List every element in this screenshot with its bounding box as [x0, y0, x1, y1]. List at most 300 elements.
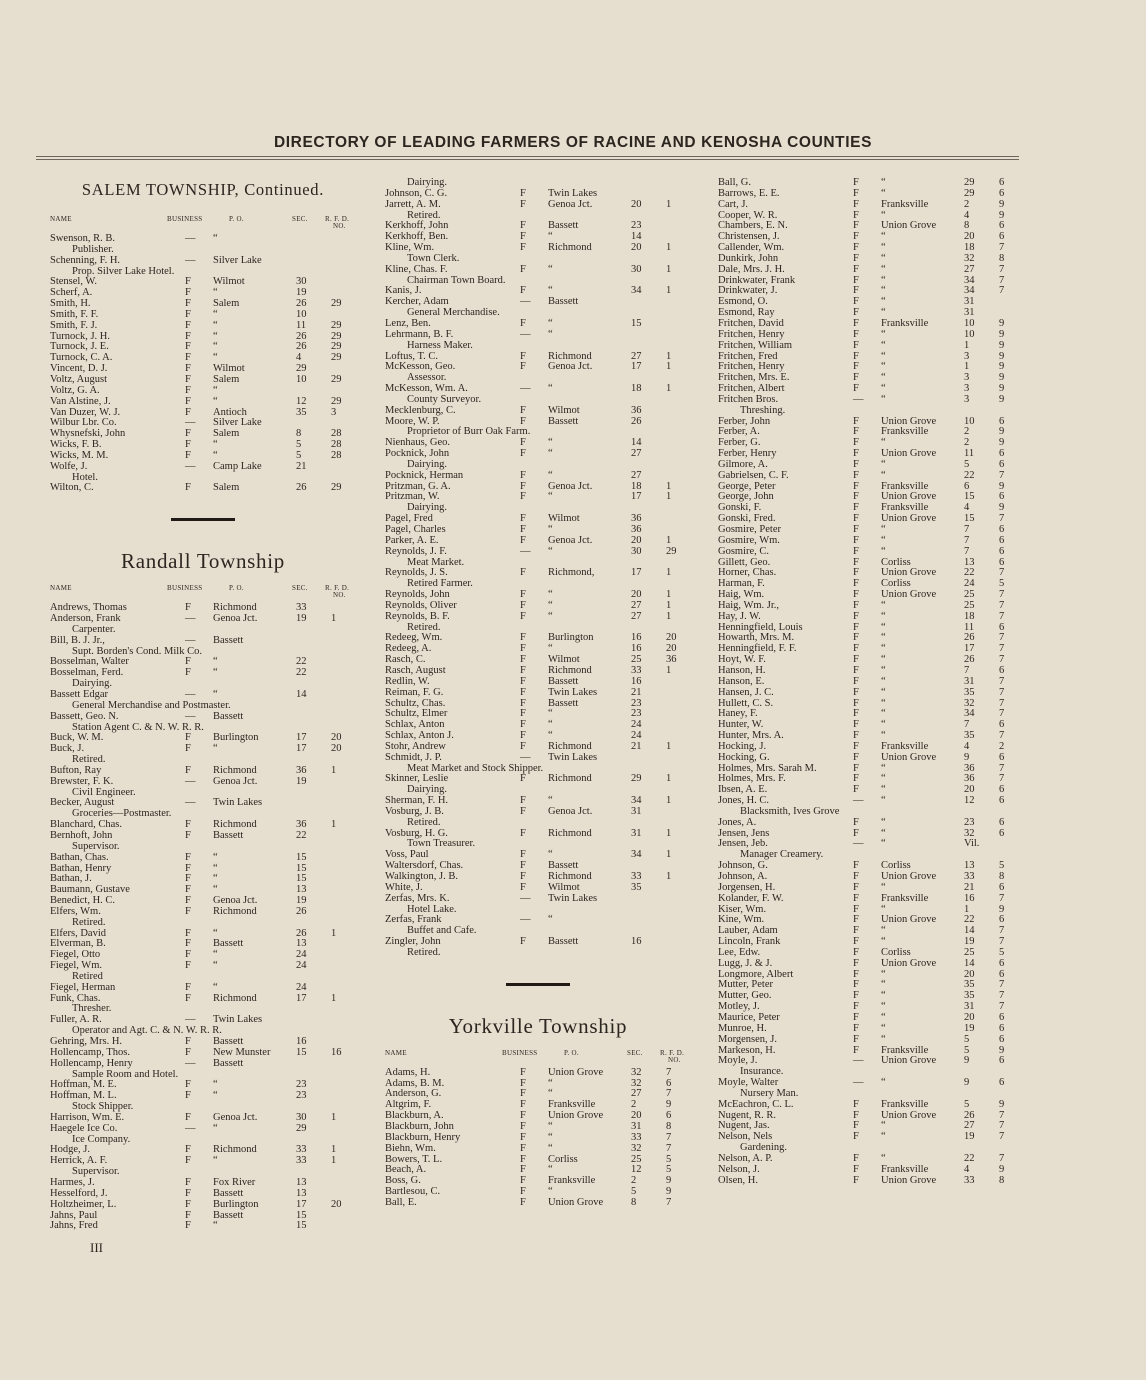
- business-cell: F: [520, 1175, 526, 1187]
- business-cell: F: [520, 1077, 526, 1089]
- sec-cell: 33: [631, 664, 642, 676]
- name-cell: Zerfas, Frank: [385, 914, 442, 926]
- name-cell: Hollencamp, Thos.: [50, 1046, 131, 1058]
- name-cell: Schenning, F. H.: [50, 254, 121, 266]
- business-cell: —: [185, 254, 196, 266]
- rfd-cell: 7: [999, 925, 1005, 937]
- name-cell: Adams, B. M.: [385, 1077, 445, 1089]
- sec-cell: 14: [964, 925, 975, 937]
- business-cell: F: [185, 905, 191, 917]
- rfd-cell: 7: [999, 979, 1005, 991]
- po-cell: Richmond: [548, 740, 592, 752]
- business-cell: F: [520, 860, 526, 872]
- po-cell: “: [881, 252, 886, 264]
- rfd-cell: 7: [999, 1131, 1005, 1143]
- business-cell: F: [853, 198, 859, 210]
- business-cell: F: [853, 469, 859, 481]
- business-cell: F: [853, 252, 859, 264]
- rfd-cell: 6: [999, 719, 1005, 731]
- sec-cell: 29: [964, 177, 975, 188]
- business-cell: F: [185, 449, 191, 461]
- po-cell: Salem: [213, 373, 240, 385]
- sec-cell: 15: [296, 1046, 307, 1058]
- po-cell: Bassett: [213, 634, 244, 646]
- rfd-cell: 6: [999, 795, 1005, 807]
- table-row: [385, 644, 691, 655]
- rfd-cell: 29: [331, 319, 342, 331]
- business-cell: F: [520, 697, 526, 709]
- name-cell: Mutter, Geo.: [718, 990, 772, 1002]
- name-cell: Zingler, John: [385, 936, 441, 948]
- rfd-cell: 5: [999, 578, 1005, 590]
- po-cell: Corliss: [881, 578, 911, 590]
- name-cell: Anderson, Frank: [50, 613, 121, 625]
- po-cell: “: [548, 589, 553, 601]
- po-cell: Union Grove: [881, 1055, 937, 1067]
- business-cell: F: [853, 285, 859, 297]
- name-cell: Bassett Edgar: [50, 689, 109, 700]
- sec-cell: 36: [296, 819, 307, 831]
- name-cell: Kolander, F. W.: [718, 892, 784, 904]
- table-row: [385, 341, 691, 352]
- name-cell: Harness Maker.: [407, 339, 473, 351]
- rfd-cell: 1: [331, 992, 337, 1004]
- po-cell: Bassett: [548, 296, 579, 308]
- name-cell: Wilbur Lbr. Co.: [50, 417, 117, 429]
- business-cell: —: [185, 1014, 196, 1026]
- table-row: [718, 688, 1024, 699]
- po-cell: “: [213, 384, 218, 396]
- sec-cell: 32: [631, 1142, 642, 1154]
- sec-cell: 33: [296, 602, 307, 614]
- po-cell: Union Grove: [881, 957, 937, 969]
- business-cell: F: [853, 534, 859, 546]
- table-row: [385, 1155, 691, 1166]
- name-cell: Swenson, R. B.: [50, 233, 116, 244]
- business-cell: F: [520, 491, 526, 503]
- business-cell: F: [853, 209, 859, 221]
- sec-cell: 13: [296, 884, 307, 896]
- name-cell: Retired.: [72, 754, 106, 766]
- table-row: [718, 1165, 1024, 1176]
- rfd-cell: 1: [666, 849, 672, 861]
- po-cell: “: [881, 1077, 886, 1089]
- sec-cell: 20: [631, 242, 642, 254]
- column-header-rfd: R. F. D.: [325, 215, 350, 223]
- sec-cell: 22: [296, 656, 307, 668]
- sec-cell: 20: [964, 1011, 975, 1023]
- sec-cell: 5: [296, 439, 302, 451]
- business-cell: —: [185, 613, 196, 625]
- name-cell: Voss, Paul: [385, 849, 429, 861]
- business-cell: F: [853, 589, 859, 601]
- name-cell: Biehn, Wm.: [385, 1142, 436, 1154]
- business-cell: —: [185, 460, 196, 472]
- sec-cell: 16: [296, 1036, 307, 1047]
- column-header-business: BUSINESS: [167, 584, 203, 593]
- po-cell: Union Grove: [881, 1109, 937, 1121]
- rfd-cell: 20: [666, 643, 677, 655]
- name-cell: Fritchen Bros.: [718, 393, 779, 405]
- sec-cell: 13: [964, 860, 975, 872]
- po-cell: “: [881, 209, 886, 221]
- business-cell: —: [520, 892, 531, 904]
- rfd-cell: 29: [331, 352, 342, 364]
- name-cell: Reynolds, John: [385, 589, 450, 601]
- sec-cell: 19: [296, 895, 307, 907]
- business-cell: F: [185, 1155, 191, 1167]
- name-cell: Bosselman, Walter: [50, 656, 129, 668]
- table-row: [385, 666, 691, 677]
- po-cell: Genoa Jct.: [213, 775, 258, 787]
- column-header-sec: SEC.: [292, 584, 308, 593]
- name-cell: Chambers, E. N.: [718, 220, 788, 232]
- po-cell: Union Grove: [548, 1066, 604, 1078]
- name-cell: Reynolds, Oliver: [385, 599, 457, 611]
- po-cell: Wilmot: [213, 276, 245, 288]
- business-cell: F: [520, 675, 526, 687]
- po-cell: “: [881, 654, 886, 666]
- name-cell: Dairying.: [407, 502, 447, 514]
- rfd-cell: 7: [999, 567, 1005, 579]
- sec-cell: 12: [631, 1164, 642, 1176]
- rfd-cell: 7: [999, 675, 1005, 687]
- sec-cell: 22: [964, 469, 975, 481]
- rfd-cell: 6: [999, 448, 1005, 460]
- rfd-cell: 6: [999, 524, 1005, 535]
- business-cell: F: [853, 177, 859, 188]
- name-cell: Moyle, J.: [718, 1055, 758, 1067]
- name-cell: Harrison, Wm. E.: [50, 1111, 125, 1123]
- name-cell: Pocknick, Herman: [385, 469, 464, 481]
- section-title: SALEM TOWNSHIP, Continued.: [81, 180, 325, 199]
- name-cell: Assessor.: [407, 372, 447, 384]
- name-cell: Altgrim, F.: [385, 1099, 432, 1111]
- rfd-cell: 1: [666, 263, 672, 275]
- name-cell: Supervisor.: [72, 840, 120, 852]
- sec-cell: 31: [631, 827, 642, 839]
- rfd-cell: 7: [999, 936, 1005, 948]
- po-cell: “: [548, 795, 553, 807]
- business-cell: F: [520, 1153, 526, 1165]
- table-row: [718, 471, 1024, 482]
- sec-cell: 35: [964, 979, 975, 991]
- name-cell: Scherf, A.: [50, 287, 93, 299]
- po-cell: Silver Lake: [213, 254, 262, 266]
- name-cell: Kanis, J.: [385, 285, 422, 297]
- sec-cell: 26: [964, 632, 975, 644]
- business-cell: F: [520, 827, 526, 839]
- name-cell: Longmore, Albert: [718, 968, 794, 980]
- name-cell: Smith, H.: [50, 298, 91, 310]
- po-cell: Bassett: [213, 1057, 244, 1069]
- business-cell: —: [520, 296, 531, 308]
- name-cell: Rasch, C.: [385, 654, 426, 666]
- rfd-cell: 1: [666, 198, 672, 210]
- column-header-name: NAME: [50, 584, 72, 593]
- name-cell: Nelson, A. P.: [718, 1152, 773, 1164]
- rfd-cell: 8: [999, 871, 1005, 882]
- po-cell: “: [881, 621, 886, 633]
- sec-cell: 15: [296, 862, 307, 874]
- sec-cell: 26: [296, 927, 307, 939]
- sec-cell: 7: [964, 545, 970, 557]
- po-cell: Franksville: [881, 740, 929, 752]
- po-cell: Antioch: [213, 406, 247, 418]
- sec-cell: 7: [964, 719, 970, 731]
- po-cell: “: [881, 469, 886, 481]
- name-cell: Bathan, J.: [50, 873, 92, 885]
- rfd-cell: 7: [666, 1196, 672, 1208]
- table-row: [50, 321, 356, 332]
- po-cell: Richmond: [213, 819, 257, 831]
- sec-cell: 9: [964, 1077, 970, 1089]
- po-cell: “: [213, 884, 218, 896]
- po-cell: “: [548, 383, 553, 395]
- sec-cell: 26: [296, 905, 307, 917]
- sec-cell: 26: [964, 654, 975, 666]
- sec-cell: 19: [296, 287, 307, 299]
- po-cell: Twin Lakes: [548, 686, 598, 698]
- po-cell: “: [548, 1186, 553, 1198]
- sec-cell: 14: [296, 689, 307, 700]
- business-cell: F: [853, 632, 859, 644]
- name-cell: Bill, B. J. Jr.,: [50, 634, 105, 646]
- table-row: [50, 256, 356, 267]
- business-cell: F: [185, 395, 191, 407]
- po-cell: Wilmot: [548, 654, 580, 666]
- business-cell: F: [520, 1196, 526, 1208]
- business-cell: F: [520, 415, 526, 427]
- section-divider: [50, 521, 356, 541]
- rfd-cell: 6: [999, 545, 1005, 557]
- table-row: [718, 1100, 1024, 1111]
- business-cell: F: [185, 1209, 191, 1221]
- rfd-cell: 6: [999, 957, 1005, 969]
- rfd-cell: 1: [666, 773, 672, 785]
- name-cell: Moyle, Walter: [718, 1077, 779, 1089]
- business-cell: F: [185, 384, 191, 396]
- name-cell: Buck, J.: [50, 743, 85, 755]
- table-row: [50, 462, 356, 473]
- business-cell: —: [185, 775, 196, 787]
- business-cell: F: [853, 654, 859, 666]
- business-cell: —: [185, 797, 196, 809]
- business-cell: —: [853, 1055, 864, 1067]
- name-cell: Smith, F. F.: [50, 308, 99, 320]
- business-cell: F: [853, 1163, 859, 1175]
- rfd-cell: 6: [666, 1110, 672, 1122]
- rfd-cell: 29: [331, 482, 342, 494]
- business-cell: F: [853, 903, 859, 915]
- po-cell: Wilmot: [213, 363, 245, 375]
- business-cell: F: [853, 643, 859, 655]
- name-cell: Lugg, J. & J.: [718, 957, 773, 969]
- rfd-cell: 9: [999, 1098, 1005, 1110]
- business-cell: F: [853, 990, 859, 1002]
- rfd-cell: 6: [999, 1033, 1005, 1045]
- business-cell: F: [853, 708, 859, 720]
- table-row: [50, 1200, 356, 1211]
- name-cell: Motley, J.: [718, 1001, 760, 1013]
- po-cell: New Munster: [213, 1046, 271, 1058]
- rfd-cell: 1: [666, 795, 672, 807]
- po-cell: “: [213, 395, 218, 407]
- sec-cell: 33: [296, 1144, 307, 1156]
- sec-cell: 10: [296, 308, 307, 320]
- business-cell: F: [853, 827, 859, 839]
- sec-cell: 10: [964, 317, 975, 329]
- business-cell: F: [185, 743, 191, 755]
- po-cell: Bassett: [548, 675, 579, 687]
- business-cell: F: [853, 1131, 859, 1143]
- po-cell: Union Grove: [881, 415, 937, 427]
- business-cell: F: [520, 1164, 526, 1176]
- po-cell: “: [213, 960, 218, 972]
- rfd-cell: 1: [666, 664, 672, 676]
- business-cell: —: [520, 545, 531, 557]
- po-cell: “: [548, 719, 553, 731]
- business-cell: F: [185, 1187, 191, 1199]
- business-cell: —: [185, 689, 196, 700]
- sec-cell: 11: [964, 621, 975, 633]
- table-row: [385, 948, 691, 959]
- table-row: [718, 341, 1024, 352]
- po-cell: Twin Lakes: [213, 1014, 263, 1026]
- sec-cell: 2: [964, 437, 970, 449]
- rfd-cell: 1: [331, 1111, 337, 1123]
- po-cell: “: [881, 643, 886, 655]
- po-cell: Union Grove: [881, 914, 937, 926]
- business-cell: F: [520, 469, 526, 481]
- table-row: [718, 959, 1024, 970]
- table-row: [50, 918, 356, 929]
- sec-cell: 20: [631, 534, 642, 546]
- po-cell: “: [213, 873, 218, 885]
- table-row: [718, 818, 1024, 829]
- name-cell: Anderson, G.: [385, 1088, 442, 1100]
- sec-cell: 36: [296, 764, 307, 776]
- rfd-cell: 3: [331, 406, 337, 418]
- business-cell: F: [853, 383, 859, 395]
- rfd-cell: 6: [999, 784, 1005, 796]
- rfd-cell: 29: [331, 330, 342, 342]
- sec-cell: 29: [296, 1122, 307, 1134]
- name-cell: Ferber, John: [718, 415, 771, 427]
- name-cell: Moore, W. P.: [385, 415, 440, 427]
- sec-cell: 22: [964, 1152, 975, 1164]
- po-cell: Richmond: [213, 905, 257, 917]
- business-cell: F: [185, 439, 191, 451]
- business-cell: F: [185, 732, 191, 744]
- name-cell: Gillett, Geo.: [718, 556, 771, 568]
- rfd-cell: 6: [999, 534, 1005, 546]
- name-cell: Van Duzer, W. J.: [50, 406, 121, 418]
- table-row: [50, 1059, 356, 1070]
- po-cell: “: [881, 274, 886, 286]
- name-cell: Ibsen, A. E.: [718, 784, 768, 796]
- name-cell: Hunter, W.: [718, 719, 764, 731]
- table-row: [50, 483, 356, 494]
- business-cell: F: [853, 242, 859, 254]
- sec-cell: 15: [296, 1220, 307, 1232]
- section-divider: [385, 986, 691, 1006]
- po-cell: Richmond: [548, 773, 592, 785]
- sec-cell: 15: [296, 1209, 307, 1221]
- table-row: [50, 1124, 356, 1135]
- business-cell: F: [853, 361, 859, 373]
- name-cell: Hotel Lake.: [407, 903, 457, 915]
- name-cell: Fritchen, David: [718, 317, 784, 329]
- rfd-cell: 7: [999, 697, 1005, 709]
- name-cell: Mecklenburg, C.: [385, 404, 456, 416]
- table-row: [385, 688, 691, 699]
- po-cell: “: [213, 439, 218, 451]
- rfd-cell: 1: [331, 927, 337, 939]
- po-cell: Twin Lakes: [548, 187, 598, 199]
- po-cell: “: [213, 449, 218, 461]
- rfd-cell: 1: [666, 350, 672, 362]
- name-cell: Fritchen, Henry: [718, 361, 785, 373]
- name-cell: Hocking, J.: [718, 740, 767, 752]
- table-row: [718, 699, 1024, 710]
- sec-cell: Vil.: [964, 838, 980, 850]
- business-cell: F: [853, 957, 859, 969]
- name-cell: Gonski, Fred.: [718, 513, 776, 525]
- business-cell: —: [185, 634, 196, 646]
- business-cell: F: [853, 187, 859, 199]
- sec-cell: 15: [631, 317, 642, 329]
- rfd-cell: 7: [999, 513, 1005, 525]
- sec-cell: 19: [964, 1131, 975, 1143]
- po-cell: “: [881, 903, 886, 915]
- business-cell: F: [185, 667, 191, 679]
- name-cell: Holmes, Mrs. F.: [718, 773, 786, 785]
- po-cell: “: [881, 187, 886, 199]
- po-cell: Salem: [213, 482, 240, 494]
- page-title: DIRECTORY OF LEADING FARMERS OF RACINE AND KENOSHA COUNTIES: [273, 134, 873, 151]
- name-cell: Pagel, Fred: [385, 513, 433, 525]
- business-cell: F: [853, 610, 859, 622]
- po-cell: Union Grove: [548, 1110, 604, 1122]
- po-cell: Bassett: [213, 829, 244, 841]
- rfd-cell: 7: [999, 643, 1005, 655]
- sec-cell: 10: [964, 415, 975, 427]
- sec-cell: 16: [631, 936, 642, 948]
- business-cell: F: [520, 513, 526, 525]
- business-cell: F: [185, 873, 191, 885]
- name-cell: Hanson, H.: [718, 664, 766, 676]
- business-cell: —: [520, 383, 531, 395]
- name-cell: Fuller, A. R.: [50, 1014, 102, 1026]
- sec-cell: 34: [631, 849, 642, 861]
- po-cell: “: [881, 827, 886, 839]
- name-cell: Schmidt, J. P.: [385, 751, 442, 763]
- name-cell: Jones, A.: [718, 816, 757, 828]
- column-header-rfd: R. F. D.: [325, 584, 350, 593]
- po-cell: Richmond: [213, 602, 257, 614]
- column-header-rfd-no: NO.: [668, 1055, 681, 1064]
- name-cell: Retired.: [407, 946, 441, 958]
- rfd-cell: 7: [999, 263, 1005, 275]
- rfd-cell: 1: [666, 361, 672, 373]
- po-cell: Richmond: [548, 350, 592, 362]
- rfd-cell: 1: [666, 740, 672, 752]
- sec-cell: 17: [964, 643, 975, 655]
- name-cell: McEachron, C. L.: [718, 1098, 794, 1110]
- business-cell: F: [520, 263, 526, 275]
- business-cell: F: [185, 764, 191, 776]
